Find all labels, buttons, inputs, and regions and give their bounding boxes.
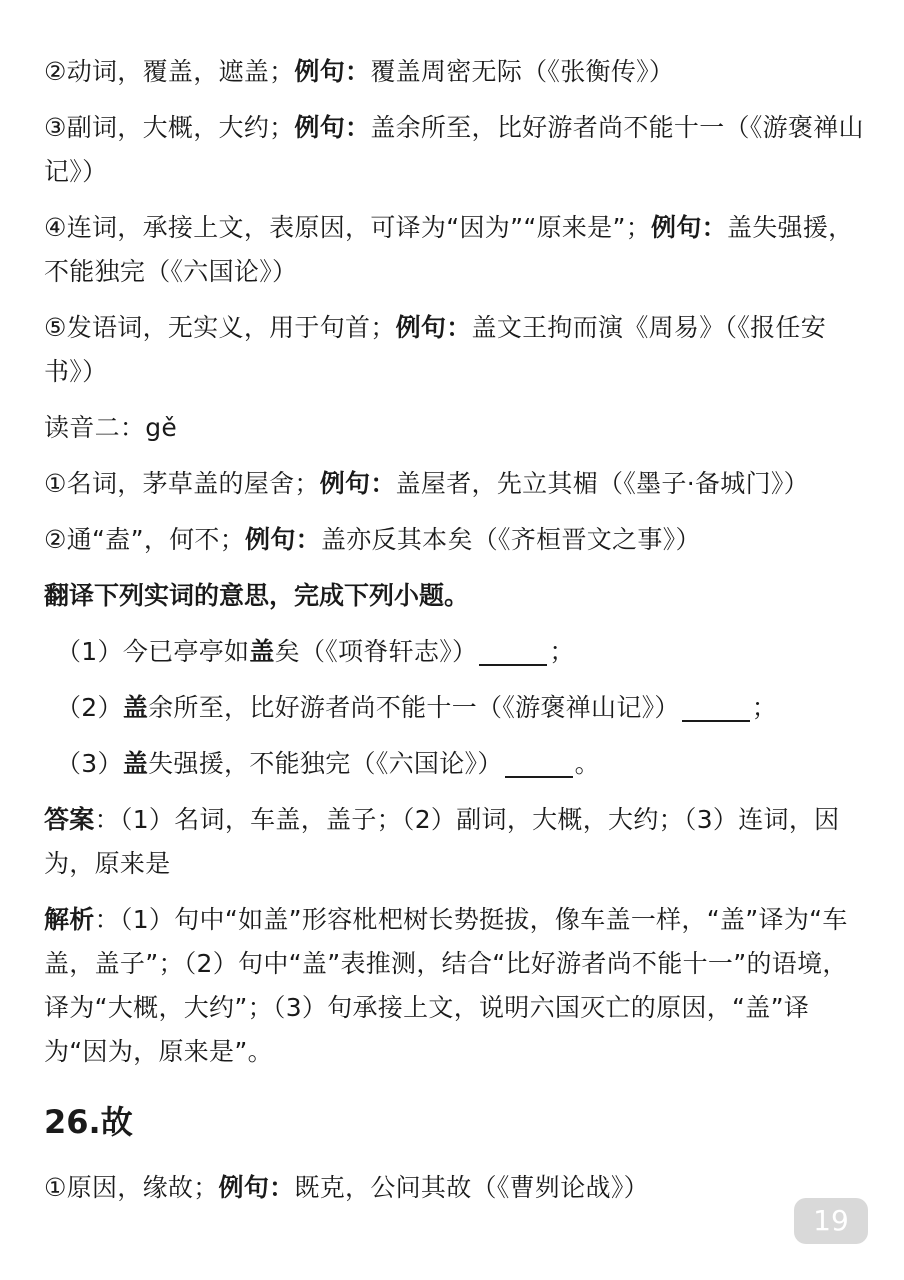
answer-label: 答案 (44, 805, 95, 834)
analysis-label: 解析 (44, 905, 95, 934)
example-label: 例句： (218, 1173, 295, 1202)
exercise-instruction: 翻译下列实词的意思，完成下列小题。 (44, 581, 470, 610)
definition-line (44, 50, 870, 94)
pronunciation-line (44, 406, 870, 450)
analysis-block (44, 898, 870, 1074)
pronunciation-text: 读音二：gě (44, 413, 178, 442)
example-text: 既克，公问其故（《曹刿论战》） (294, 1173, 649, 1202)
definition-text: ②通“盍”，何不； (44, 525, 246, 554)
question-item (44, 686, 870, 730)
question-text: 余所至，比好游者尚不能十一（《游褒禅山记》） (148, 693, 680, 722)
section-heading: 26.故 (44, 1103, 133, 1141)
answer-blank (682, 696, 750, 722)
definition-line (44, 1166, 870, 1210)
question-item (44, 742, 870, 786)
definition-text: ①名词，茅草盖的屋舍； (44, 469, 320, 498)
question-text: 失强援，不能独完（《六国论》） (148, 749, 503, 778)
definition-line (44, 106, 870, 194)
definition-text: ⑤发语词，无实义，用于句首； (44, 313, 396, 342)
key-word: 盖 (122, 693, 149, 722)
example-text: 覆盖周密无际（《张衡传》） (370, 57, 675, 86)
example-label: 例句： (245, 525, 321, 554)
question-number: （3） (56, 749, 123, 778)
answer-blank (505, 752, 573, 778)
definition-line (44, 206, 870, 294)
question-text: 矣（《项脊轩志》） (274, 637, 478, 666)
example-text: 盖亦反其本矣（《齐桓晋文之事》） (320, 525, 701, 554)
definition-text: ③副词，大概，大约； (44, 113, 295, 142)
example-text: 盖余所至，比好游者尚不能十一（《游褒禅山记》） (44, 113, 864, 186)
question-end: ； (751, 693, 778, 722)
question-item (44, 630, 870, 674)
example-label: 例句： (651, 213, 727, 242)
definition-text: ②动词，覆盖，遮盖； (44, 57, 295, 86)
key-word: 盖 (249, 637, 275, 666)
definition-text: ④连词，承接上文，表原因，可译为“因为”“原来是”； (44, 213, 652, 242)
example-text: 盖文王拘而演《周易》（《报任安书》） (44, 313, 827, 386)
question-end: 。 (574, 749, 600, 778)
example-label: 例句： (294, 57, 371, 86)
example-label: 例句： (319, 469, 396, 498)
answer-block (44, 798, 870, 886)
document-page (44, 50, 870, 1222)
answer-blank (479, 640, 547, 666)
analysis-text: ：（1）句中“如盖”形容枇杷树长势挺拔，像车盖一样，“盖”译为“车盖，盖子”；（2）句中“盖”表推测，结合“比好游者尚不能十一”的语境，译为“大概，大约”；（3）句承接上文，说明六国灭亡的原因，“盖”译为“因为，原来是”。 (44, 905, 848, 1066)
question-text: 今已亭亭如 (122, 637, 250, 666)
key-word: 盖 (122, 749, 149, 778)
example-label: 例句： (395, 313, 472, 342)
definition-line (44, 306, 870, 394)
page-number-badge: 19 (794, 1198, 868, 1244)
example-label: 例句： (294, 113, 371, 142)
question-number: （1） (56, 637, 123, 666)
question-end: ； (549, 637, 575, 666)
answer-text: ：（1）名词，车盖，盖子；（2）副词，大概，大约；（3）连词，因为，原来是 (44, 805, 840, 878)
question-number: （2） (56, 693, 123, 722)
example-text: 盖失强援，不能独完（《六国论》） (44, 213, 854, 286)
definition-line (44, 462, 870, 506)
definition-text: ①原因，缘故； (44, 1173, 219, 1202)
example-text: 盖屋者，先立其楣（《墨子·备城门》） (395, 469, 809, 498)
definition-line (44, 518, 870, 562)
